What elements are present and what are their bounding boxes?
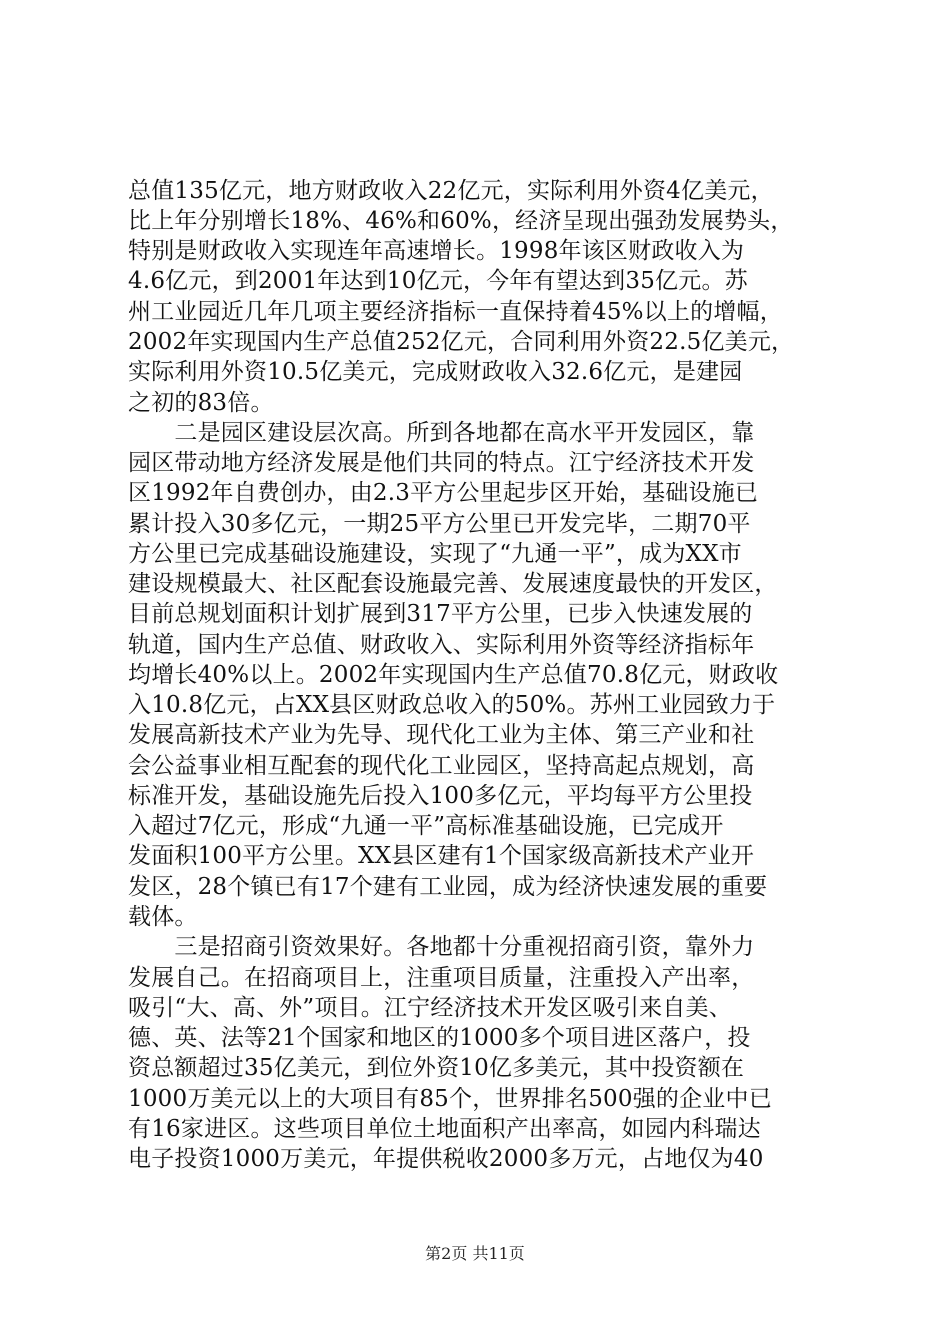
text-line: 州工业园近几年几项主要经济指标一直保持着45%以上的增幅，: [128, 299, 783, 325]
text-line: 2002年实现国内生产总值252亿元，合同利用外资22.5亿美元，: [128, 329, 795, 355]
text-line: 园区带动地方经济发展是他们共同的特点。江宁经济技术开发: [128, 450, 755, 476]
paragraph-start-line: 三是招商引资效果好。各地都十分重视招商引资，靠外力: [128, 934, 755, 960]
text-line: 区1992年自费创办，由2.3平方公里起步区开始，基础设施已: [128, 480, 759, 506]
text-line: 实际利用外资10.5亿美元，完成财政收入32.6亿元，是建园: [128, 359, 743, 385]
text-line: 电子投资1000万美元，年提供税收2000多万元，占地仅为40: [128, 1146, 764, 1172]
text-line: 均增长40%以上。2002年实现国内生产总值70.8亿元，财政收: [128, 662, 779, 688]
text-line: 方公里已完成基础设施建设，实现了“九通一平”，成为XX市: [128, 541, 742, 567]
text-line: 累计投入30多亿元，一期25平方公里已开发完毕，二期70平: [128, 511, 751, 537]
text-line: 有16家进区。这些项目单位土地面积产出率高，如园内科瑞达: [128, 1116, 761, 1142]
text-line: 资总额超过35亿美元，到位外资10亿多美元，其中投资额在: [128, 1055, 745, 1081]
text-line: 建设规模最大、社区配套设施最完善、发展速度最快的开发区，: [128, 571, 778, 597]
text-line: 载体。: [128, 904, 198, 930]
text-line: 发面积100平方公里。XX县区建有1个国家级高新技术产业开: [128, 843, 755, 869]
text-line: 标准开发，基础设施先后投入100多亿元，平均每平方公里投: [128, 783, 753, 809]
text-line: 吸引“大、高、外”项目。江宁经济技术开发区吸引来自美、: [128, 995, 732, 1021]
page-number-footer: 第2页 共11页: [425, 1244, 525, 1263]
text-line: 发展自己。在招商项目上，注重项目质量，注重投入产出率，: [128, 965, 755, 991]
text-line: 目前总规划面积计划扩展到317平方公里，已步入快速发展的: [128, 601, 753, 627]
text-line: 比上年分别增长18%、46%和60%，经济呈现出强劲发展势头，: [128, 208, 794, 234]
text-line: 会公益事业相互配套的现代化工业园区，坚持高起点规划，高: [128, 753, 755, 779]
text-line: 发区，28个镇已有17个建有工业园，成为经济快速发展的重要: [128, 874, 768, 900]
text-line: 1000万美元以上的大项目有85个，世界排名500强的企业中已: [128, 1086, 772, 1112]
text-line: 轨道，国内生产总值、财政收入、实际利用外资等经济指标年: [128, 632, 755, 658]
text-line: 特别是财政收入实现连年高速增长。1998年该区财政收入为: [128, 238, 745, 264]
paragraph-start-line: 二是园区建设层次高。所到各地都在高水平开发园区，靠: [128, 420, 755, 446]
text-line: 德、英、法等21个国家和地区的1000多个项目进区落户，投: [128, 1025, 751, 1051]
text-line: 入超过7亿元，形成“九通一平”高标准基础设施，已完成开: [128, 813, 724, 839]
text-line: 发展高新技术产业为先导、现代化工业为主体、第三产业和社: [128, 722, 755, 748]
text-line: 总值135亿元，地方财政收入22亿元，实际利用外资4亿美元，: [128, 178, 774, 204]
text-line: 之初的83倍。: [128, 390, 274, 416]
text-line: 入10.8亿元，占XX县区财政总收入的50%。苏州工业园致力于: [128, 692, 776, 718]
text-line: 4.6亿元，到2001年达到10亿元，今年有望达到35亿元。苏: [128, 268, 748, 294]
